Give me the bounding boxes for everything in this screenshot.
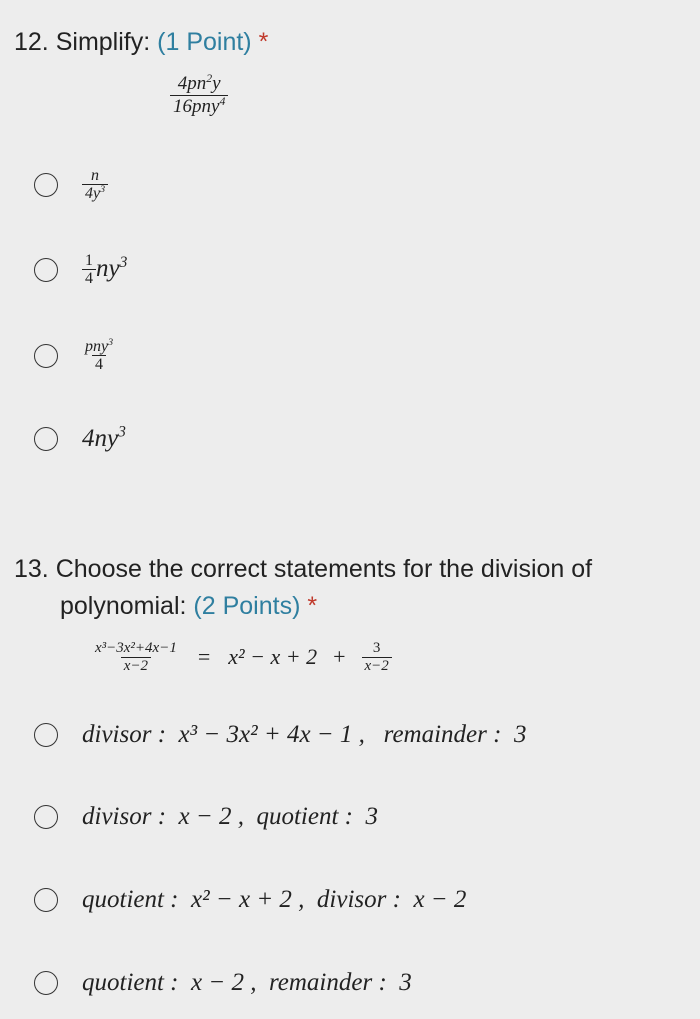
option-math — [82, 425, 126, 453]
expr-numerator-exponent: 2 — [206, 71, 213, 85]
question-12-expression — [170, 71, 228, 118]
q13-option-1[interactable] — [34, 715, 674, 755]
option-denominator-exponent: 3 — [100, 184, 106, 196]
q12-option-1[interactable] — [34, 165, 674, 205]
option-math — [82, 167, 108, 204]
option-denominator: 4y — [85, 185, 101, 203]
option-text: divisor : x³ − 3x² + 4x − 1 , remainder : 3 — [82, 721, 527, 748]
required-asterisk: * — [258, 28, 269, 56]
option-exponent: 3 — [118, 423, 126, 441]
rhs-polynomial: x² − x + 2 — [228, 644, 318, 670]
question-prompt-line1: Choose the correct statements for the division of — [55, 555, 593, 583]
question-points: (1 Point) — [157, 28, 252, 56]
checkbox[interactable] — [34, 805, 58, 829]
question-13-equation — [92, 640, 392, 675]
checkbox[interactable] — [34, 888, 58, 912]
q13-option-4[interactable] — [34, 963, 674, 1003]
radio-button[interactable] — [34, 173, 58, 197]
lhs-numerator: x³−3x²+4x−1 — [95, 640, 177, 656]
rhs-denominator: x−2 — [362, 657, 392, 675]
checkbox[interactable] — [34, 971, 58, 995]
option-math — [82, 252, 127, 289]
question-prompt: Simplify: — [55, 28, 151, 56]
radio-button[interactable] — [34, 258, 58, 282]
option-numerator-exponent: 3 — [108, 336, 114, 348]
question-13-title — [14, 551, 694, 624]
option-denominator: 4 — [92, 355, 106, 374]
equals-sign: = — [197, 644, 211, 670]
expr-numerator-tail: y — [212, 73, 221, 94]
option-numerator: n — [91, 166, 100, 184]
q12-option-3[interactable] — [34, 336, 674, 376]
expr-denominator-exponent: 4 — [219, 94, 226, 108]
option-body: 4ny — [82, 425, 119, 452]
radio-button[interactable] — [34, 344, 58, 368]
option-text: quotient : x² − x + 2 , divisor : x − 2 — [82, 886, 467, 913]
q12-option-2[interactable] — [34, 250, 674, 290]
option-math — [82, 338, 116, 375]
plus-sign: + — [333, 644, 346, 670]
question-number: 13. — [14, 555, 49, 583]
question-12-title — [14, 24, 268, 60]
option-body: ny — [96, 254, 120, 282]
radio-button[interactable] — [34, 427, 58, 451]
rhs-numerator: 3 — [372, 640, 381, 656]
option-coef-denominator: 4 — [82, 269, 96, 288]
q12-option-4[interactable] — [34, 419, 674, 459]
question-prompt-line2: polynomial: — [60, 592, 187, 620]
required-asterisk: * — [307, 592, 318, 620]
option-text: quotient : x − 2 , remainder : 3 — [82, 969, 412, 996]
option-numerator: pny — [85, 337, 109, 355]
expr-denominator: 16pny — [173, 95, 220, 117]
option-text: divisor : x − 2 , quotient : 3 — [82, 803, 378, 830]
expr-numerator: 4pn — [177, 73, 207, 94]
q13-option-2[interactable] — [34, 797, 674, 837]
lhs-denominator: x−2 — [121, 657, 151, 675]
option-exponent: 3 — [119, 253, 128, 271]
question-number: 12. — [14, 28, 49, 56]
checkbox[interactable] — [34, 723, 58, 747]
q13-option-3[interactable] — [34, 880, 674, 920]
option-coef-numerator: 1 — [85, 251, 93, 269]
question-points: (2 Points) — [193, 592, 301, 620]
